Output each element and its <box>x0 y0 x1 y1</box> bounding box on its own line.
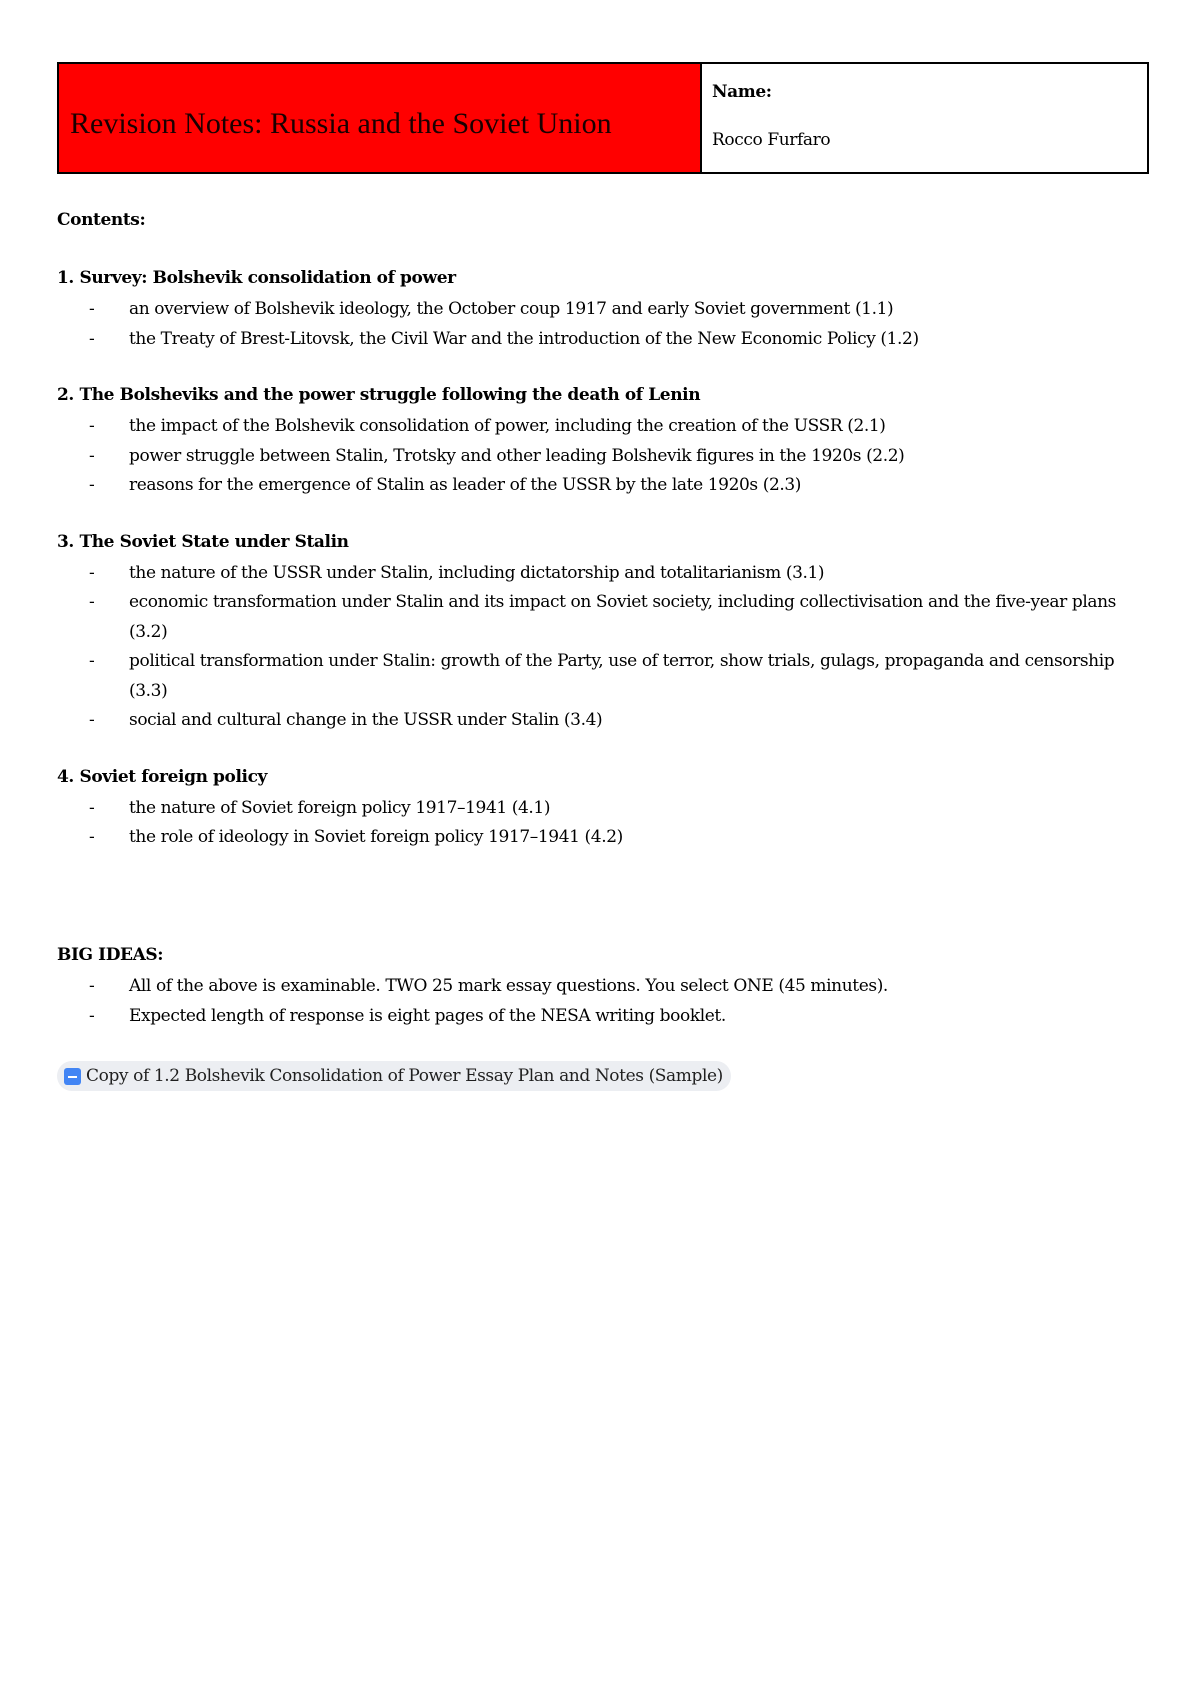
list-item <box>57 972 1147 1002</box>
section-heading: 1. Survey: Bolshevik consolidation of power <box>57 268 456 288</box>
list-item <box>57 471 1147 501</box>
list-item <box>57 442 1147 472</box>
list-item-text: the nature of Soviet foreign policy 1917–1941 (4.1) <box>129 797 551 818</box>
big-ideas-heading: BIG IDEAS: <box>57 945 164 965</box>
list-item-text: the role of ideology in Soviet foreign policy 1917–1941 (4.2) <box>129 827 623 847</box>
section-heading: 3. The Soviet State under Stalin <box>57 531 349 552</box>
linked-document-chip[interactable] <box>57 1061 731 1091</box>
list-item-text: the impact of the Bolshevik consolidation of power, including the creation of the USSR (2.1) <box>129 416 886 436</box>
list-item <box>57 559 1147 589</box>
bullet-dash: - <box>89 328 95 349</box>
bullet-dash: - <box>89 475 95 495</box>
section-4 <box>57 765 1147 853</box>
bullet-dash: - <box>89 1005 95 1026</box>
list-item-text: the nature of the USSR under Stalin, including dictatorship and totalitarianism (3.1) <box>129 562 825 583</box>
list-item <box>57 794 1147 824</box>
bullet-dash: - <box>89 976 95 996</box>
list-item-text: the Treaty of Brest-Litovsk, the Civil War and the introduction of the New Economic Policy (1.2) <box>129 328 919 349</box>
bullet-list <box>57 972 1147 1031</box>
bullet-list <box>57 412 1147 501</box>
name-cell <box>702 64 1147 172</box>
contents-section <box>57 208 1147 853</box>
list-item-text: economic transformation under Stalin and its impact on Soviet society, including collectivisation and the five-year plans (3.2) <box>129 592 1116 642</box>
bullet-list <box>57 794 1147 853</box>
bullet-dash: - <box>89 710 95 730</box>
list-item <box>57 325 1147 355</box>
list-item-text: Expected length of response is eight pages of the NESA writing booklet. <box>129 1005 726 1026</box>
google-docs-icon <box>64 1068 81 1085</box>
bullet-dash: - <box>89 797 95 818</box>
list-item <box>57 1002 1147 1032</box>
title-cell <box>59 64 702 172</box>
document-title: Revision Notes: Russia and the Soviet Union <box>70 107 612 140</box>
list-item-text: All of the above is examinable. TWO 25 mark essay questions. You select ONE (45 minutes). <box>129 976 888 996</box>
bullet-dash: - <box>89 827 95 847</box>
list-item-text: reasons for the emergence of Stalin as leader of the USSR by the late 1920s (2.3) <box>129 475 802 495</box>
bullet-dash: - <box>89 651 95 671</box>
bullet-dash: - <box>89 562 95 583</box>
name-value: Rocco Furfaro <box>712 130 831 150</box>
list-item <box>57 706 1147 736</box>
name-label: Name: <box>712 82 772 102</box>
bullet-dash: - <box>89 299 95 319</box>
header-table <box>57 62 1149 174</box>
contents-heading: Contents: <box>57 210 146 230</box>
list-item <box>57 295 1147 325</box>
section-heading: 2. The Bolsheviks and the power struggle following the death of Lenin <box>57 385 701 405</box>
bullet-dash: - <box>89 445 95 466</box>
section-heading: 4. Soviet foreign policy <box>57 766 268 787</box>
list-item-text: social and cultural change in the USSR under Stalin (3.4) <box>129 710 603 730</box>
list-item-text: power struggle between Stalin, Trotsky and other leading Bolshevik figures in the 1920s (2.2) <box>129 445 905 466</box>
list-item <box>57 412 1147 442</box>
list-item-text: an overview of Bolshevik ideology, the October coup 1917 and early Soviet government (1.1) <box>129 299 894 319</box>
section-2 <box>57 383 1147 501</box>
bullet-dash: - <box>89 592 95 612</box>
big-ideas-section <box>57 943 1147 1031</box>
section-3 <box>57 530 1147 736</box>
bullet-dash: - <box>89 416 95 436</box>
bullet-list <box>57 295 1147 354</box>
linked-document-label: Copy of 1.2 Bolshevik Consolidation of Power Essay Plan and Notes (Sample) <box>86 1066 723 1086</box>
list-item-text: political transformation under Stalin: growth of the Party, use of terror, show trials, gulags, propaganda and censorship (3.3) <box>129 651 1115 701</box>
bullet-list <box>57 559 1147 736</box>
section-1 <box>57 266 1147 354</box>
list-item <box>57 588 1147 647</box>
list-item <box>57 647 1147 706</box>
list-item <box>57 823 1147 853</box>
